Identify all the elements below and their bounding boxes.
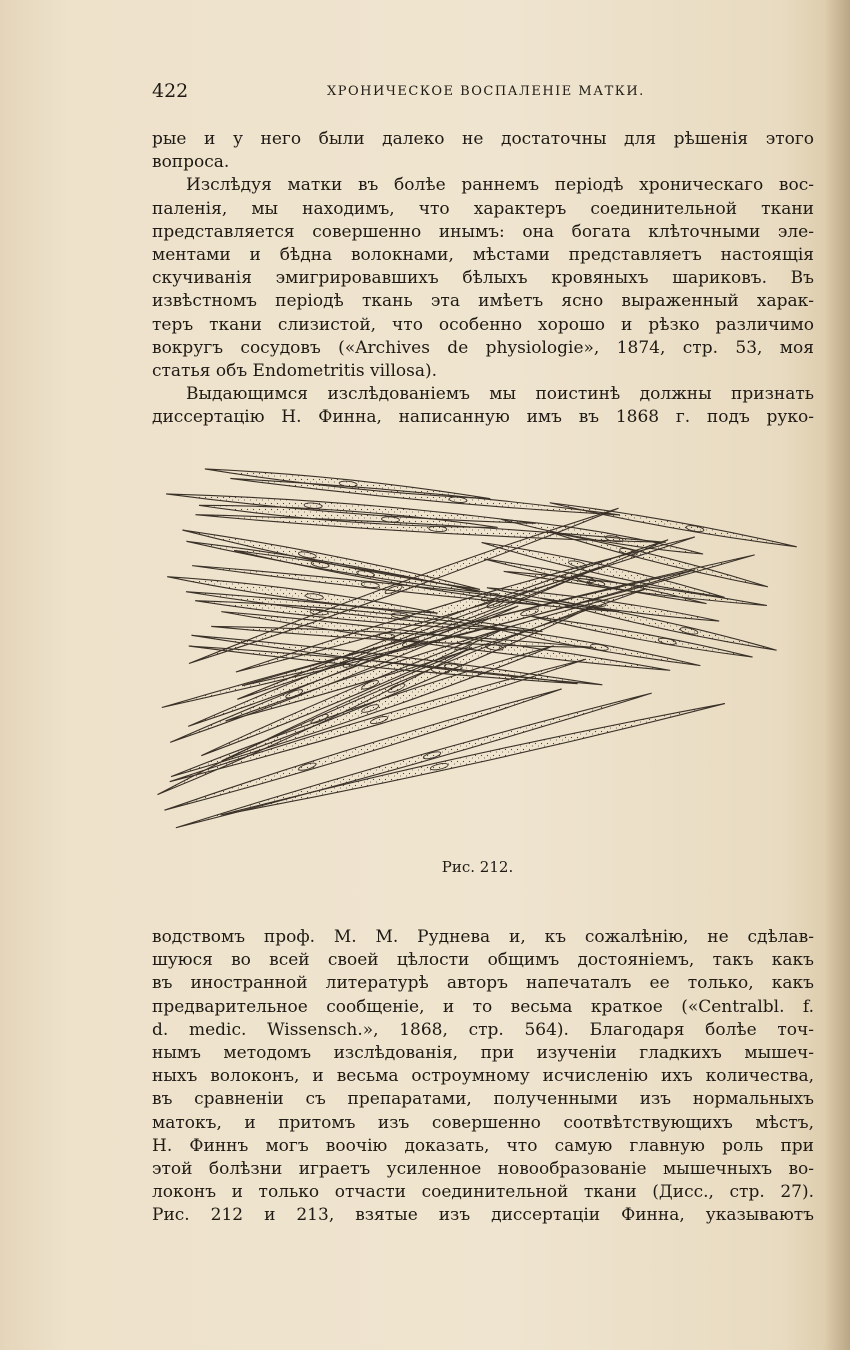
text-line: Выдающимся изслѣдованіемъ мы поистинѣ должны признать bbox=[186, 384, 814, 405]
text-line: диссертацію Н. Финна, написанную имъ въ 1868 г. подъ руко- bbox=[152, 407, 814, 428]
page-header bbox=[152, 80, 812, 106]
text-line: вопроса. bbox=[152, 152, 230, 173]
text-line: въ иностранной литературѣ авторъ напечаталъ ее только, какъ bbox=[152, 973, 814, 994]
text-line: d. medic. Wissensch.», 1868, стр. 564). Благодаря болѣе точ- bbox=[152, 1019, 814, 1040]
figure-212-muscle-fibers bbox=[150, 460, 815, 840]
text-line: ментами и бѣдна волокнами, мѣстами представляетъ настоящія bbox=[152, 244, 814, 265]
text-line: скучиванія эмигрировавшихъ бѣлыхъ кровяныхъ шариковъ. Въ bbox=[152, 268, 814, 289]
muscle-fiber bbox=[221, 704, 725, 815]
bottom-text-block bbox=[152, 926, 814, 1227]
text-line: нымъ методомъ изслѣдованія, при изученіи гладкихъ мышеч- bbox=[152, 1042, 814, 1063]
text-line: ныхъ волоконъ, и весьма остроумному исчисленію ихъ количества, bbox=[152, 1066, 814, 1087]
text-line: вокругъ сосудовъ («Archives de physiologie», 1874, стр. 53, моя bbox=[152, 337, 814, 358]
text-line: извѣстномъ періодѣ ткань эта имѣетъ ясно выраженный харак- bbox=[152, 291, 814, 312]
text-line: теръ ткани слизистой, что особенно хорошо и рѣзко различимо bbox=[152, 314, 814, 335]
text-line: паленія, мы находимъ, что характеръ соединительной ткани bbox=[152, 198, 814, 219]
text-line: матокъ, и притомъ изъ совершенно соотвѣтствующихъ мѣстъ, bbox=[152, 1112, 814, 1133]
top-text-block bbox=[152, 128, 814, 429]
text-line: этой болѣзни играетъ усиленное новообразованіе мышечныхъ во- bbox=[152, 1158, 814, 1179]
text-line: въ сравненіи съ препаратами, полученными изъ нормальныхъ bbox=[152, 1089, 814, 1110]
text-line: Изслѣдуя матки въ болѣе раннемъ періодѣ хроническаго вос- bbox=[186, 175, 814, 196]
figure-caption: Рис. 212. bbox=[441, 858, 514, 876]
text-line: Рис. 212 и 213, взятые изъ диссертаціи Финна, указываютъ bbox=[152, 1205, 814, 1226]
text-line: статья объ Endometritis villosa). bbox=[152, 360, 438, 381]
fiber-group bbox=[157, 469, 796, 828]
text-line: предварительное сообщеніе, и то весьма краткое («Centralbl. f. bbox=[152, 996, 814, 1017]
page-edge-shadow bbox=[824, 0, 850, 1350]
running-head: ХРОНИЧЕСКОЕ ВОСПАЛЕНІЕ МАТКИ. bbox=[327, 84, 645, 99]
text-line: Н. Финнъ могъ воочію доказать, что самую главную роль при bbox=[152, 1135, 814, 1156]
muscle-fiber bbox=[205, 469, 490, 499]
text-line: представляется совершенно инымъ: она богата клѣточными эле- bbox=[152, 221, 814, 242]
text-line: водствомъ проф. М. М. Руднева и, къ сожалѣнію, не сдѣлав- bbox=[152, 927, 814, 947]
text-line: шуюся во всей своей цѣлости общимъ достояніемъ, такъ какъ bbox=[152, 950, 814, 971]
text-line: локонъ и только отчасти соединительной ткани (Дисс., стр. 27). bbox=[152, 1182, 814, 1203]
page-number: 422 bbox=[152, 80, 189, 102]
text-line: рые и у него были далеко не достаточны для рѣшенія этого bbox=[152, 129, 814, 149]
muscle-fiber bbox=[201, 626, 509, 755]
